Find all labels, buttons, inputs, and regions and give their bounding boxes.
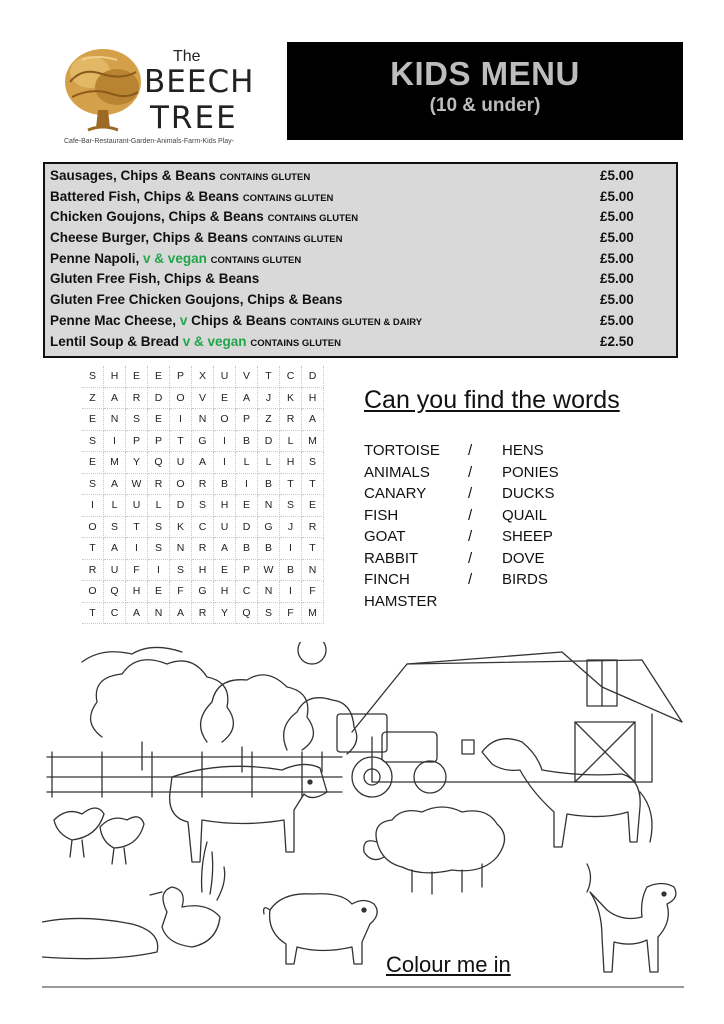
word-search-cell: W (126, 473, 148, 495)
word-search-cell: U (214, 516, 236, 538)
word-search-row (82, 581, 324, 603)
word-search-cell: T (170, 430, 192, 452)
word-search-cell: S (82, 366, 104, 387)
word-search-cell: H (302, 387, 324, 409)
menu-item (45, 269, 676, 290)
word-search-cell: I (82, 495, 104, 517)
menu-item-price: £5.00 (600, 168, 634, 183)
word-search-cell: Q (148, 452, 170, 474)
word-search-cell: D (170, 495, 192, 517)
word-search-cell: I (214, 430, 236, 452)
word-search-cell: B (280, 559, 302, 581)
word-search-cell: S (302, 452, 324, 474)
word-separator: / (468, 571, 473, 588)
menu-item-diet: v (179, 312, 188, 328)
menu-item-price: £5.00 (600, 188, 634, 204)
word-search-cell: L (258, 452, 280, 474)
menu-item-note: CONTAINS GLUTEN (219, 172, 311, 183)
word-search-cell: G (258, 516, 280, 538)
beech-tree-icon (62, 42, 144, 134)
menu-item-note: CONTAINS GLUTEN (267, 213, 359, 225)
word-search-cell: R (192, 538, 214, 560)
word-left: RABBIT (364, 549, 419, 567)
word-search-cell: V (236, 366, 258, 387)
word-left: GOAT (364, 528, 406, 545)
word-search-cell: N (104, 409, 126, 431)
word-search-cell: D (236, 516, 258, 538)
word-search-cell: P (126, 430, 148, 452)
word-left: ANIMALS (364, 463, 430, 481)
word-search-cell: B (214, 473, 236, 495)
word-search-cell: R (192, 602, 214, 624)
word-search-cell: H (280, 452, 302, 474)
word-search-cell: D (258, 430, 280, 452)
word-search-cell: O (214, 409, 236, 431)
word-separator: / (468, 528, 473, 545)
word-search-cell: R (82, 559, 104, 581)
menu-item (45, 207, 676, 228)
word-search-cell: E (148, 366, 170, 387)
word-search-cell: E (148, 409, 170, 431)
logo (62, 42, 262, 152)
word-search-cell: A (170, 602, 192, 624)
word-search-cell: T (302, 538, 324, 560)
word-search-grid (82, 366, 324, 624)
word-search-cell: B (258, 473, 280, 495)
word-search-cell: E (214, 387, 236, 409)
word-search-row (82, 559, 324, 581)
menu-item-name-rest: Chips & Beans (191, 312, 287, 328)
word-search-cell: U (104, 559, 126, 581)
menu-item-note: CONTAINS GLUTEN (251, 234, 343, 246)
menu-item-name: Cheese Burger, Chips & Beans (50, 230, 249, 246)
word-search-cell: O (170, 387, 192, 409)
word-search-row (82, 495, 324, 517)
word-search-cell: A (104, 387, 126, 409)
word-left: TORTOISE (364, 442, 440, 459)
word-search-cell: E (126, 366, 148, 387)
word-search-cell: U (126, 495, 148, 517)
menu-item (45, 311, 676, 332)
word-search-cell: Z (258, 409, 280, 431)
word-search-cell: V (192, 387, 214, 409)
word-search-row (82, 516, 324, 538)
menu-item-price: £5.00 (600, 271, 634, 287)
word-search-row (82, 409, 324, 431)
word-search-cell: B (258, 538, 280, 560)
word-search-cell: Y (214, 602, 236, 624)
word-search-cell: O (170, 473, 192, 495)
word-search-cell: I (280, 581, 302, 603)
word-search-cell: D (148, 387, 170, 409)
word-search-cell: T (82, 538, 104, 560)
menu-item-name: Battered Fish, Chips & Beans (50, 188, 240, 204)
word-search-cell: I (236, 473, 258, 495)
menu-item-name: Chicken Goujons, Chips & Beans (50, 209, 264, 225)
word-separator: / (468, 463, 473, 481)
word-search-cell: L (236, 452, 258, 474)
word-search-row (82, 366, 324, 387)
word-search-cell: S (258, 602, 280, 624)
word-search-cell: K (280, 387, 302, 409)
word-left: FINCH (364, 571, 410, 588)
word-search-cell: S (170, 559, 192, 581)
menu-item-note: CONTAINS GLUTEN (250, 337, 341, 349)
word-search-cell: H (126, 581, 148, 603)
word-search-row (82, 430, 324, 452)
word-search-cell: Q (236, 602, 258, 624)
word-search-cell: A (104, 538, 126, 560)
word-search-cell: G (192, 581, 214, 603)
menu-item-price: £5.00 (600, 209, 634, 225)
menu-item-price: £5.00 (600, 250, 634, 266)
word-search-cell: T (258, 366, 280, 387)
word-search-cell: R (280, 409, 302, 431)
word-search-cell: S (126, 409, 148, 431)
page-title: KIDS MENU (390, 55, 580, 92)
word-search-row (82, 387, 324, 409)
word-left: CANARY (364, 485, 427, 502)
word-search-cell: O (82, 581, 104, 603)
word-search-cell: T (302, 473, 324, 495)
word-search-cell: S (192, 495, 214, 517)
menu-list (43, 162, 678, 358)
word-search-cell: N (192, 409, 214, 431)
word-search-cell: Z (82, 387, 104, 409)
word-search-cell: R (126, 387, 148, 409)
word-search-cell: C (192, 516, 214, 538)
word-left: FISH (364, 506, 399, 524)
word-search-cell: S (280, 495, 302, 517)
word-search-cell: Y (126, 452, 148, 474)
menu-item-diet: v & vegan (143, 250, 207, 266)
word-search-cell: N (302, 559, 324, 581)
word-right: QUAIL (502, 506, 548, 524)
word-search-cell: S (148, 516, 170, 538)
word-search-cell: A (236, 387, 258, 409)
word-search-cell: A (302, 409, 324, 431)
word-search-cell: M (104, 452, 126, 474)
word-search-cell: F (302, 581, 324, 603)
word-search-cell: R (192, 473, 214, 495)
menu-item-name: Penne Mac Cheese, (50, 312, 177, 328)
word-search-title: Can you find the words (364, 386, 620, 414)
word-search-cell: F (126, 559, 148, 581)
word-search-cell: M (302, 430, 324, 452)
word-search-cell: L (104, 495, 126, 517)
word-search-cell: C (236, 581, 258, 603)
menu-item-name: Gluten Free Fish, Chips & Beans (50, 271, 260, 287)
word-search-cell: E (148, 581, 170, 603)
word-search-cell: G (192, 430, 214, 452)
word-search-cell: Q (104, 581, 126, 603)
word-search-cell: K (170, 516, 192, 538)
word-search-cell: J (258, 387, 280, 409)
word-search-cell: E (236, 495, 258, 517)
word-right: BIRDS (502, 571, 548, 588)
word-search-cell: H (214, 495, 236, 517)
word-search-cell: D (302, 366, 324, 387)
word-search-cell: B (236, 430, 258, 452)
word-search-cell: P (148, 430, 170, 452)
word-search-cell: N (170, 538, 192, 560)
word-search-cell: P (236, 409, 258, 431)
word-search-cell: M (302, 602, 324, 624)
word-search-cell: F (170, 581, 192, 603)
word-search-cell: I (104, 430, 126, 452)
word-search-cell: S (82, 473, 104, 495)
word-search-cell: C (280, 366, 302, 387)
word-search-cell: H (192, 559, 214, 581)
word-search-cell: P (170, 366, 192, 387)
word-search-cell: C (104, 602, 126, 624)
word-search-cell: A (104, 473, 126, 495)
logo-tree: TREE (150, 100, 238, 136)
menu-item (45, 249, 676, 270)
logo-the: The (173, 48, 201, 65)
word-search-cell: N (258, 581, 280, 603)
word-search-cell: N (148, 602, 170, 624)
menu-item-name: Gluten Free Chicken Goujons, Chips & Beans (50, 292, 343, 308)
word-right: PONIES (502, 463, 559, 481)
word-search-cell: B (236, 538, 258, 560)
word-separator: / (468, 485, 473, 502)
word-left: HAMSTER (364, 592, 438, 610)
word-search-cell: L (148, 495, 170, 517)
word-search-cell: E (82, 409, 104, 431)
word-search-cell: L (280, 430, 302, 452)
word-search-cell: I (126, 538, 148, 560)
word-search-cell: S (148, 538, 170, 560)
menu-item-diet: v & vegan (182, 333, 247, 349)
word-search-row (82, 602, 324, 624)
menu-item-price: £5.00 (600, 292, 634, 308)
word-search-cell: X (192, 366, 214, 387)
word-search-cell: T (82, 602, 104, 624)
word-search-cell: I (214, 452, 236, 474)
word-search-cell: N (258, 495, 280, 517)
word-search-cell: A (192, 452, 214, 474)
menu-item (45, 290, 676, 311)
word-search-cell: T (126, 516, 148, 538)
menu-item-name: Lentil Soup & Bread (50, 333, 180, 349)
word-search-cell: F (280, 602, 302, 624)
word-search-cell: S (104, 516, 126, 538)
word-search-cell: I (280, 538, 302, 560)
word-search-cell: W (258, 559, 280, 581)
word-search-cell: P (236, 559, 258, 581)
menu-item-note: CONTAINS GLUTEN (210, 254, 302, 266)
menu-item (45, 166, 676, 187)
word-separator: / (468, 442, 473, 459)
word-search-cell: O (82, 516, 104, 538)
word-search-cell: E (82, 452, 104, 474)
word-search-cell: S (82, 430, 104, 452)
word-right: SHEEP (502, 528, 553, 545)
word-search-cell: I (148, 559, 170, 581)
word-search-cell: E (302, 495, 324, 517)
word-search-cell: E (214, 559, 236, 581)
menu-item-price: £2.50 (600, 333, 634, 349)
word-search-cell: U (170, 452, 192, 474)
logo-tagline: Cafe-Bar-Restaurant-Garden-Animals-Farm-Kids Play- (64, 138, 234, 145)
colour-me-in-caption: Colour me in (386, 952, 511, 977)
menu-item-note: CONTAINS GLUTEN & DAIRY (290, 316, 423, 328)
word-search-cell: U (214, 366, 236, 387)
word-search-row (82, 538, 324, 560)
menu-item (45, 332, 676, 353)
menu-item-name: Sausages, Chips & Beans (50, 168, 216, 183)
menu-item-note: CONTAINS GLUTEN (242, 192, 334, 204)
word-search-cell: H (104, 366, 126, 387)
word-search-cell: J (280, 516, 302, 538)
word-search-cell: H (214, 581, 236, 603)
word-search-cell: T (280, 473, 302, 495)
word-search-row (82, 473, 324, 495)
menu-header (287, 42, 683, 140)
word-right: DOVE (502, 549, 545, 567)
menu-item-price: £5.00 (600, 312, 634, 328)
word-separator: / (468, 549, 473, 567)
word-search-cell: A (214, 538, 236, 560)
farm-colouring-picture (42, 642, 684, 992)
word-right: HENS (502, 442, 544, 459)
menu-item-name: Penne Napoli, (50, 250, 140, 266)
word-search-row (82, 452, 324, 474)
page-subtitle: (10 & under) (429, 95, 541, 116)
menu-item (45, 228, 676, 249)
word-search-cell: A (126, 602, 148, 624)
word-search-cell: R (148, 473, 170, 495)
word-separator: / (468, 506, 473, 524)
word-search-cell: R (302, 516, 324, 538)
word-right: DUCKS (502, 485, 555, 502)
word-search-cell: I (170, 409, 192, 431)
menu-item (45, 187, 676, 208)
logo-beech: BEECH (144, 64, 255, 100)
menu-item-price: £5.00 (600, 230, 634, 246)
